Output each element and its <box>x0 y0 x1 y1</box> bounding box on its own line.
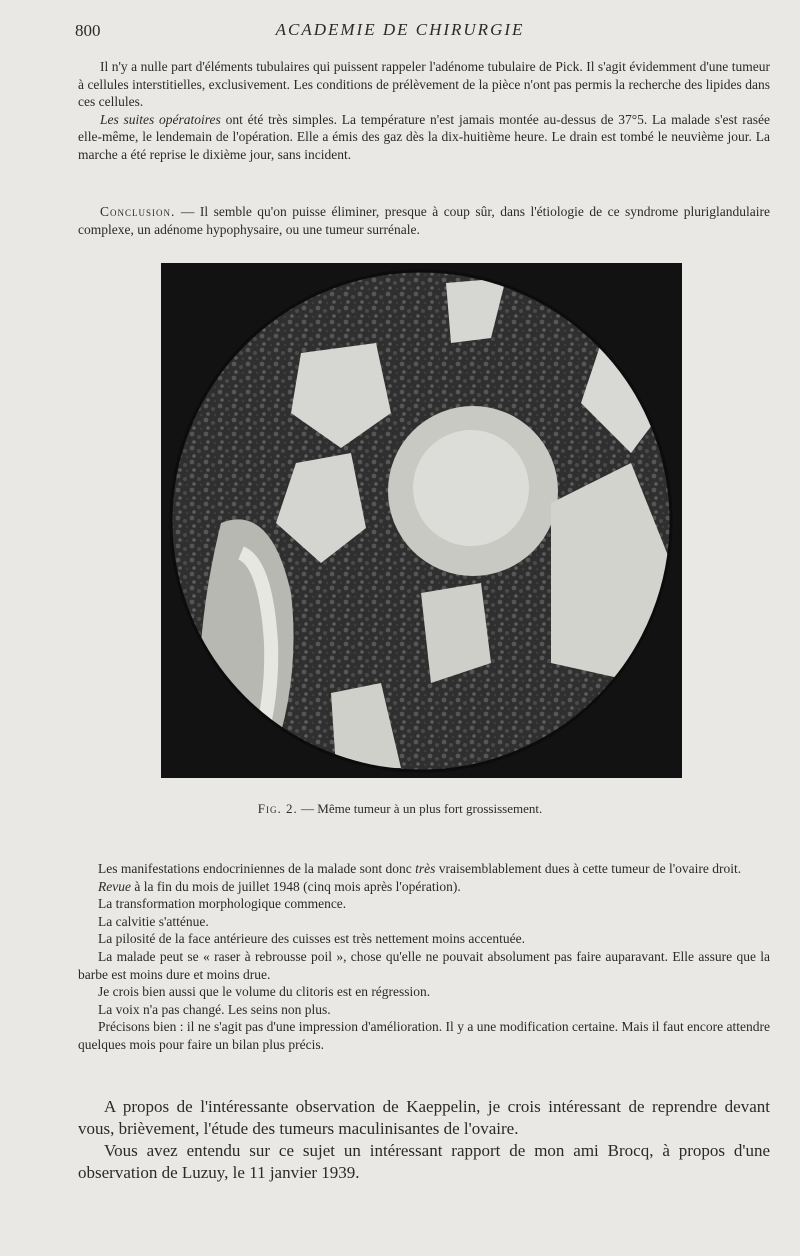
paragraph-tubular: Il n'y a nulle part d'éléments tubulaires qui puissent rappeler l'adénome tubulaire de Pick. Il s'agit évidemment d'une tumeur à cellules interstitielles, exclusivement. Les conditions de prélèvement de la pièce n'ont pas permis la recherche des lipides dans ces cellules. <box>78 59 770 110</box>
followup-paragraphs <box>78 860 770 1054</box>
followup-line-8: La voix n'a pas changé. Les seins non plus. <box>98 1001 331 1017</box>
followup-line-2-italic: Revue <box>98 878 131 894</box>
discussion-paragraph-1: A propos de l'intéressante observation de Kaeppelin, je crois intéressant de reprendre devant vous, brièvement, l'étude des tumeurs maculinisantes de l'ovaire. <box>78 1097 770 1138</box>
running-title: ACADEMIE DE CHIRURGIE <box>275 20 525 39</box>
paragraph-postop <box>78 111 770 164</box>
page-header <box>0 18 800 46</box>
followup-line-1 <box>78 860 770 878</box>
followup-line-3: La transformation morphologique commence. <box>98 896 347 912</box>
discussion-paragraph-2: Vous avez entendu sur ce sujet un intéressant rapport de mon ami Brocq, à propos d'une observation de Luzuy, le 11 janvier 1939. <box>78 1141 770 1182</box>
followup-line-9: Précisons bien : il ne s'agit pas d'une impression d'amélioration. Il y a une modification certaine. Mais il faut encore attendre quelques mois pour faire un bilan plus précis. <box>78 1019 770 1052</box>
micrograph-image <box>161 263 682 778</box>
followup-line-2 <box>78 878 770 896</box>
page-number: 800 <box>75 21 101 40</box>
followup-line-6: La malade peut se « raser à rebrousse poil », chose qu'elle ne pouvait absolument pas faire auparavant. Elle assure que la barbe est moins dure et moins drue. <box>78 948 770 982</box>
opening-paragraphs <box>78 58 770 164</box>
followup-line-1b: vraisemblablement dues à cette tumeur de l'ovaire droit. <box>435 861 742 876</box>
followup-line-1-italic: très <box>415 861 436 876</box>
followup-line-4: La calvitie s'atténue. <box>98 913 209 929</box>
conclusion-paragraph <box>78 203 770 238</box>
followup-line-5: La pilosité de la face antérieure des cuisses est très nettement moins accentuée. <box>98 931 525 947</box>
postop-italic: Les suites opératoires <box>100 111 221 127</box>
followup-line-7: Je crois bien aussi que le volume du clitoris est en régression. <box>98 984 431 1000</box>
postop-text: ont été très simples. La température n'est jamais montée au-dessus de 37°5. La malade s'est rasée elle-même, le lendemain de l'opération. Elle a émis des gaz dès la dix-huitième heure. Le drain est tombé le neuvième jour. La marche a été reprise le dixième jour, sans incident. <box>78 111 770 162</box>
conclusion-label: Conclusion. <box>100 204 176 219</box>
followup-line-1a: Les manifestations endocriniennes de la malade sont donc <box>98 861 416 876</box>
followup-line-2-text: à la fin du mois de juillet 1948 (cinq mois après l'opération). <box>130 878 461 894</box>
figure-caption-text: — Même tumeur à un plus fort grossissement. <box>297 801 543 816</box>
figure-label: Fig. 2. <box>257 801 298 816</box>
micrograph-figure <box>161 263 682 778</box>
figure-caption <box>0 801 800 817</box>
conclusion-text: — Il semble qu'on puisse éliminer, presque à coup sûr, dans l'étiologie de ce syndrome pluriglandulaire complexe, un adénome hypophysaire, ou une tumeur surrénale. <box>78 204 770 237</box>
discussion-paragraphs <box>78 1096 770 1184</box>
